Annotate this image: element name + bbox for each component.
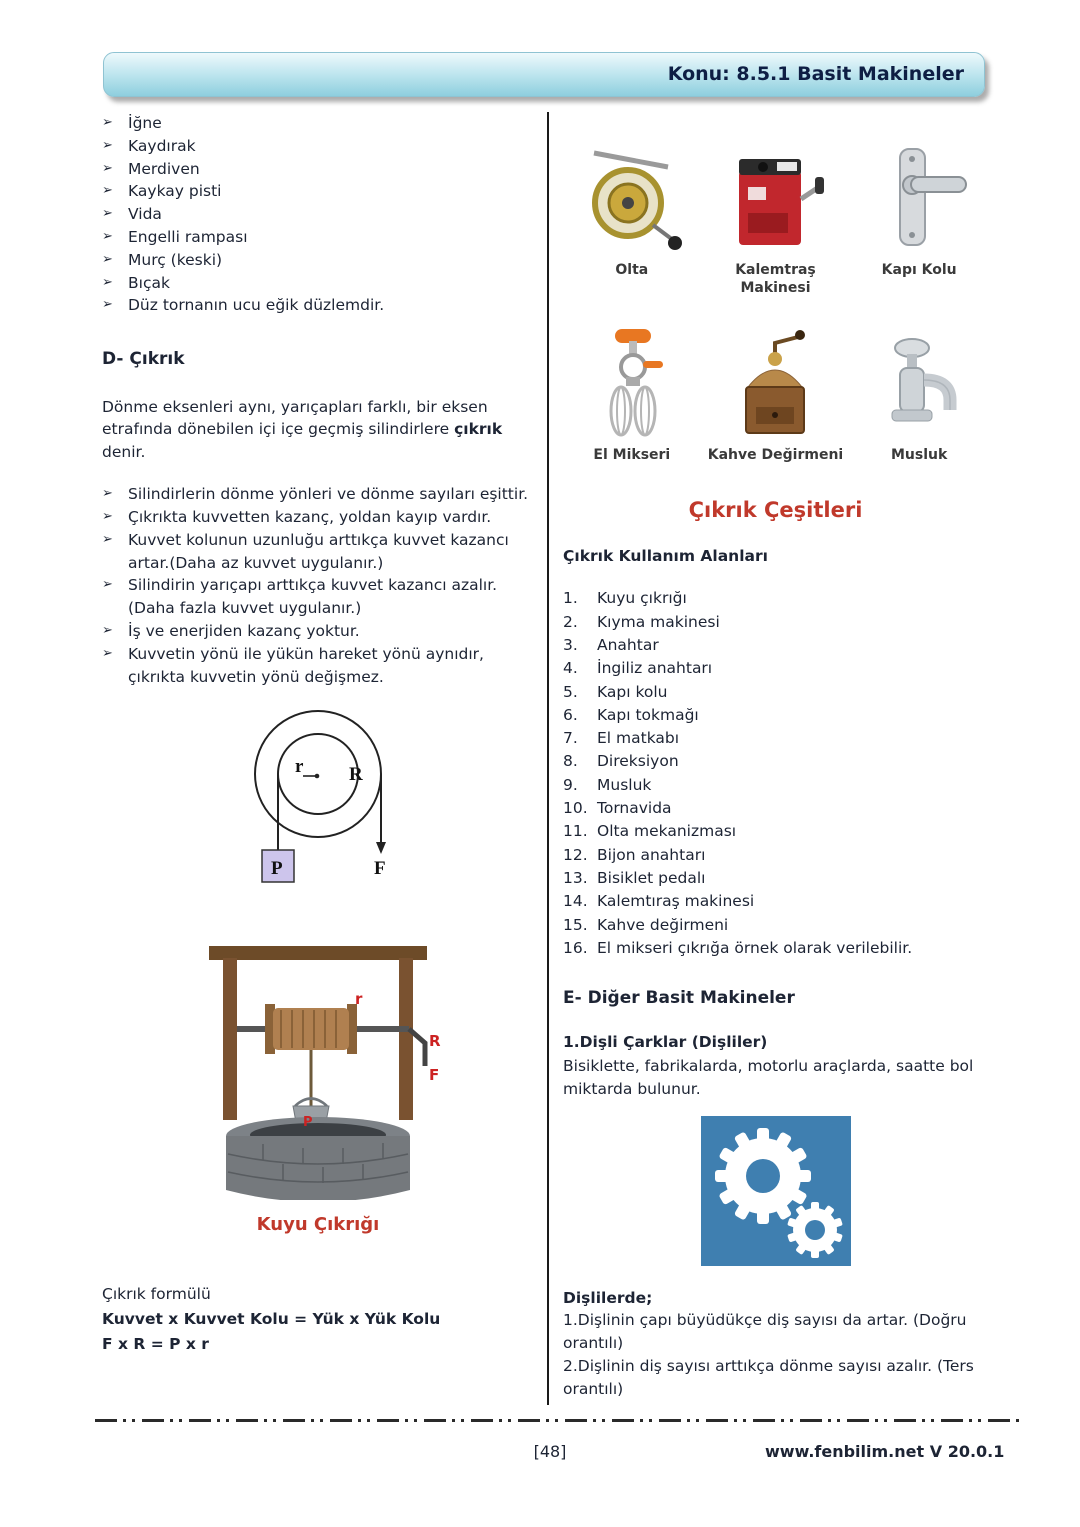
list-item [102, 294, 534, 317]
list-item [102, 249, 534, 272]
well-windlass-figure [102, 938, 534, 1239]
image-label: Olta [615, 262, 649, 278]
cikrik-formula-block [102, 1282, 534, 1357]
wheel-axle-diagram [102, 700, 534, 911]
list-item [102, 529, 534, 575]
list-item-number: 4. [563, 659, 578, 678]
well-figure-caption: Kuyu Çıkrığı [256, 1214, 380, 1236]
list-item [102, 158, 534, 181]
hand-mixer-image [563, 323, 701, 441]
list-item [102, 226, 534, 249]
well-R-label: R [429, 1031, 441, 1050]
section-e-title: E- Diğer Basit Makineler [563, 988, 795, 1009]
list-item-text: Düz tornanın ucu eğik düzlemdir. [128, 296, 385, 315]
fishing-reel-image [563, 138, 701, 256]
list-item-number: 2. [563, 612, 578, 631]
column-divider [547, 112, 549, 1405]
list-item-text: Bıçak [128, 273, 170, 292]
arrow-bullet-icon: ➢ [102, 509, 113, 525]
example-figure-musluk [850, 323, 988, 465]
list-item [563, 820, 988, 843]
list-item-number: 9. [563, 775, 578, 794]
list-item-text: Bijon anahtarı [597, 845, 706, 864]
list-item-text: Kalemtıraş makinesi [597, 892, 755, 911]
diagram-R-label: R [349, 764, 363, 786]
cikrik-definition [102, 396, 534, 463]
diagram-P-label: P [271, 858, 283, 880]
footer-divider [95, 1419, 1023, 1422]
example-figure-olta [563, 138, 701, 297]
list-item [102, 135, 534, 158]
site-version: V 20.0.1 [929, 1442, 1005, 1461]
list-item-text: Merdiven [128, 159, 200, 178]
left-column [102, 112, 534, 1357]
list-item-number: 6. [563, 705, 578, 724]
definition-text-pre: Dönme eksenleri aynı, yarıçapları farklı, bir eksen etrafında dönebilen içi içe geçmiş silindirlere [102, 397, 488, 439]
list-item [563, 611, 988, 634]
list-item-text: Tornavida [597, 799, 672, 818]
list-item-text: Engelli rampası [128, 227, 248, 246]
list-item-number: 14. [563, 892, 588, 911]
list-item [563, 1309, 988, 1355]
cikrik-properties-list [102, 483, 534, 688]
list-item-text: Kıyma makinesi [597, 612, 720, 631]
image-label: Kalemtraş Makinesi [735, 262, 816, 296]
definition-keyword: çıkrık [454, 420, 503, 439]
list-item [102, 620, 534, 643]
fishing-reel-icon [578, 141, 686, 253]
coffee-grinder-image [707, 323, 845, 441]
gears-notes-list [563, 1309, 988, 1401]
hand-mixer-icon [577, 325, 687, 439]
inclined-plane-examples-list [102, 112, 534, 317]
arrow-bullet-icon: ➢ [102, 645, 113, 661]
list-item-number: 5. [563, 682, 578, 701]
door-handle-image [850, 138, 988, 256]
list-item-text: Kuvvet kolunun uzunluğu arttıkça kuvvet kazancı artar.(Daha az kuvvet uygulanır.) [128, 530, 509, 572]
list-item [102, 506, 534, 529]
list-item-number: 8. [563, 752, 578, 771]
list-item [102, 643, 534, 689]
list-item [563, 774, 988, 797]
usage-areas-title: Çıkrık Kullanım Alanları [563, 546, 768, 565]
list-item [102, 112, 534, 135]
formula-symbols: F x R = P x r [102, 1335, 209, 1354]
site-credit [765, 1440, 1004, 1463]
pencil-sharpener-image [707, 138, 845, 256]
well-r-label: r [355, 989, 363, 1008]
diagram-F-label: F [374, 858, 386, 880]
gear-wheels-title: 1.Dişli Çarklar (Dişliler) [563, 1032, 768, 1051]
arrow-bullet-icon: ➢ [102, 297, 113, 313]
list-item [102, 483, 534, 506]
list-item-text: Silindirlerin dönme yönleri ve dönme sayıları eşittir. [128, 485, 529, 504]
list-item-text: Kapı kolu [597, 682, 668, 701]
list-item-number: 16. [563, 938, 588, 957]
topic-banner [103, 52, 985, 97]
example-figure-kahve-degirmeni [707, 323, 845, 465]
arrow-bullet-icon: ➢ [102, 228, 113, 244]
list-item [563, 681, 988, 704]
gears-notes-title: Dişlilerde; [563, 1288, 653, 1307]
image-label: Musluk [891, 447, 948, 463]
list-item-text: Musluk [597, 775, 652, 794]
list-item-text: Kuvvetin yönü ile yükün hareket yönü aynıdır, çıkrıkta kuvvetin yönü değişmez. [128, 644, 484, 686]
list-item [563, 587, 988, 610]
list-item-number: 12. [563, 845, 588, 864]
image-label: Kahve Değirmeni [707, 447, 844, 463]
right-column [563, 112, 988, 1401]
page-number: [48] [533, 1442, 567, 1461]
well-F-label: F [429, 1065, 440, 1084]
gear-wheels-text: Bisiklette, fabrikalarda, motorlu araçlarda, saatte bol miktarda bulunur. [563, 1057, 974, 1098]
list-item-number: 3. [563, 636, 578, 654]
pencil-sharpener-icon [719, 141, 831, 253]
image-label: El Mikseri [593, 447, 671, 463]
list-item-text: Kapı tokmağı [597, 705, 699, 724]
list-item-text: Murç (keski) [128, 250, 223, 269]
list-item [563, 937, 988, 960]
arrow-bullet-icon: ➢ [102, 160, 113, 176]
well-P-label: P [303, 1114, 313, 1130]
list-item [102, 574, 534, 620]
faucet-image [850, 323, 988, 441]
list-item-text: İş ve enerjiden kazanç yoktur. [128, 622, 360, 640]
list-item-text: Olta mekanizması [597, 822, 737, 841]
diagram-r-label: r [295, 756, 304, 778]
list-item [563, 727, 988, 750]
list-item-number: 10. [563, 799, 588, 818]
topic-title: Konu: 8.5.1 Basit Makineler [667, 62, 964, 85]
list-item-text: Kuyu çıkrığı [597, 589, 687, 608]
list-item [563, 844, 988, 867]
definition-text-post: denir. [102, 442, 146, 461]
formula-title: Çıkrık formülü [102, 1285, 211, 1304]
list-item-text: Kahve değirmeni [597, 915, 729, 934]
list-item [102, 180, 534, 203]
example-figure-kalemtras [707, 138, 845, 297]
arrow-bullet-icon: ➢ [102, 251, 113, 267]
site-url: www.fenbilim.net [765, 1442, 925, 1461]
list-item [563, 750, 988, 773]
arrow-bullet-icon: ➢ [102, 183, 113, 199]
gears-figure [563, 1116, 988, 1272]
list-item-text: Kaydırak [128, 136, 196, 155]
faucet-icon [864, 326, 974, 438]
list-item-text: Bisiklet pedalı [597, 868, 706, 887]
gears-image [701, 1116, 851, 1266]
list-item-text: Direksiyon [597, 752, 679, 771]
arrow-bullet-icon: ➢ [102, 623, 113, 638]
coffee-grinder-icon [720, 325, 830, 439]
list-item [102, 203, 534, 226]
arrow-bullet-icon: ➢ [102, 206, 113, 222]
list-item-text: Çıkrıkta kuvvetten kazanç, yoldan kayıp vardır. [128, 508, 492, 527]
list-item [563, 890, 988, 913]
list-item [563, 914, 988, 937]
cikrik-examples-grid [563, 138, 988, 465]
example-figure-kapi-kolu [850, 138, 988, 297]
arrow-bullet-icon: ➢ [102, 274, 113, 290]
list-item-text: Vida [128, 205, 162, 224]
list-item-text: El matkabı [597, 729, 680, 748]
arrow-bullet-icon: ➢ [102, 486, 113, 502]
example-figure-el-mikseri [563, 323, 701, 465]
list-item-text: İğne [128, 114, 162, 132]
door-handle-icon [864, 141, 974, 253]
list-item-number: 15. [563, 915, 588, 934]
wheel-axle-schematic-image [203, 700, 433, 905]
list-item-number: 13. [563, 868, 588, 887]
arrow-bullet-icon: ➢ [102, 577, 113, 593]
list-item-text: Kaykay pisti [128, 182, 222, 201]
list-item-text: İngiliz anahtarı [597, 659, 713, 678]
list-item [563, 867, 988, 890]
cikrik-varieties-heading: Çıkrık Çeşitleri [688, 497, 863, 522]
list-item-number: 11. [563, 822, 588, 841]
well-windlass-image [193, 938, 443, 1200]
list-item [563, 797, 988, 820]
image-label: Kapı Kolu [881, 262, 957, 278]
list-item-text: Silindirin yarıçapı arttıkça kuvvet kazancı azalır.(Daha fazla kuvvet uygulanır.) [128, 576, 498, 618]
list-item [563, 704, 988, 727]
list-item [563, 634, 988, 657]
list-item-text: 1.Dişlinin çapı büyüdükçe diş sayısı da artar. (Doğru orantılı) [563, 1311, 967, 1353]
formula-words: Kuvvet x Kuvvet Kolu = Yük x Yük Kolu [102, 1310, 441, 1329]
list-item-number: 7. [563, 729, 578, 748]
list-item-text: 2.Dişlinin diş sayısı arttıkça dönme sayısı azalır. (Ters orantılı) [563, 1357, 974, 1399]
list-item-text: Anahtar [597, 636, 659, 654]
arrow-bullet-icon: ➢ [102, 531, 113, 547]
section-d-title: D- Çıkrık [102, 349, 185, 370]
arrow-bullet-icon: ➢ [102, 137, 113, 153]
list-item-number: 1. [563, 589, 578, 608]
list-item [563, 657, 988, 680]
list-item [102, 272, 534, 295]
list-item [563, 1355, 988, 1401]
arrow-bullet-icon: ➢ [102, 115, 113, 130]
usage-areas-list [563, 587, 988, 960]
list-item-text: El mikseri çıkrığa örnek olarak verilebilir. [597, 938, 913, 957]
